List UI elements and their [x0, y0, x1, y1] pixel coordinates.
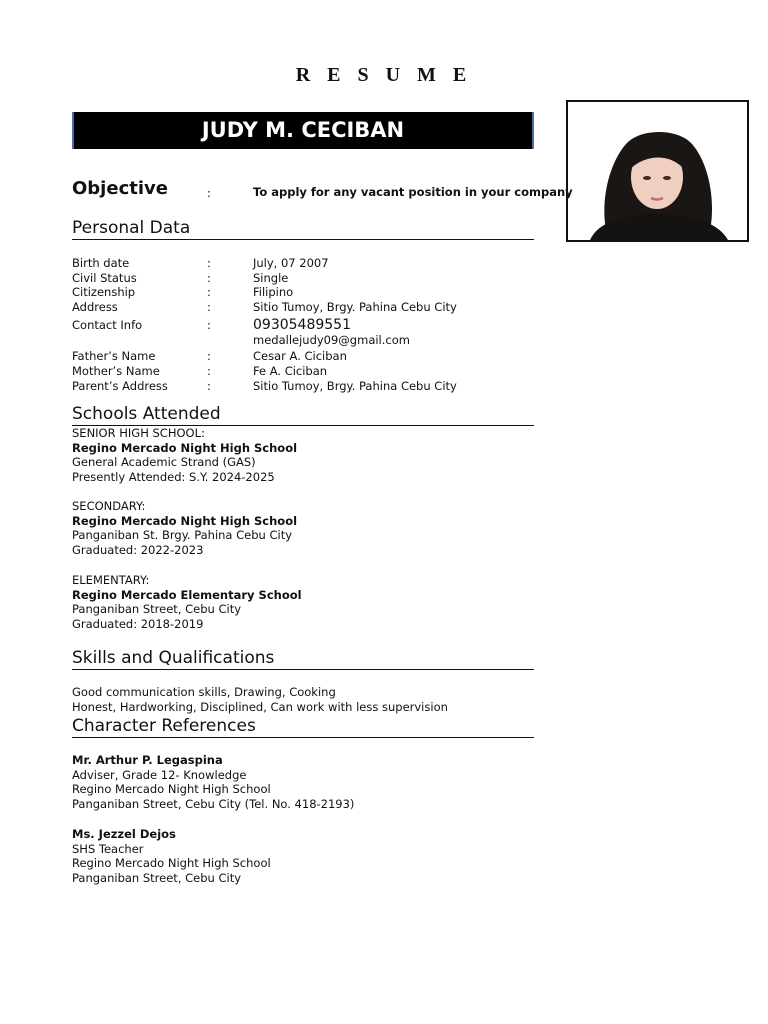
label-address: Address: [72, 300, 118, 315]
label-contact-info: Contact Info: [72, 317, 143, 332]
school-level: SENIOR HIGH SCHOOL:: [72, 426, 205, 440]
personal-data-labels: [72, 256, 168, 394]
label-mothers-name: Mother’s Name: [72, 364, 160, 379]
value-parents-address: Sitio Tumoy, Brgy. Pahina Cebu City: [253, 378, 457, 393]
label-civil-status: Civil Status: [72, 270, 137, 285]
resume-title: R E S U M E: [295, 64, 473, 86]
colon: :: [207, 364, 211, 379]
value-address: Sitio Tumoy, Brgy. Pahina Cebu City: [253, 300, 457, 315]
objective-colon: :: [207, 186, 211, 200]
personal-data-values: [253, 256, 457, 394]
colon: :: [207, 349, 211, 364]
personal-data-heading: Personal Data: [72, 218, 191, 238]
colon: :: [207, 300, 211, 315]
school-name: Regino Mercado Elementary School: [72, 587, 302, 602]
school-detail: General Academic Strand (GAS): [72, 455, 256, 470]
school-detail: Graduated: 2018-2019: [72, 617, 204, 632]
school-detail: Panganiban Street, Cebu City: [72, 602, 242, 617]
reference-detail: Regino Mercado Night High School: [72, 782, 271, 797]
reference-name: Ms. Jezzel Dejos: [72, 827, 176, 841]
name-banner: JUDY M. CECIBAN: [72, 112, 534, 149]
value-fathers-name: Cesar A. Ciciban: [253, 349, 347, 364]
reference-entry: [72, 827, 271, 886]
profile-photo: [566, 100, 749, 242]
school-level: ELEMENTARY:: [72, 573, 150, 587]
colon: [207, 333, 211, 348]
reference-entry: [72, 753, 354, 812]
skills-list: [72, 685, 448, 714]
reference-name: Mr. Arthur P. Legaspina: [72, 753, 223, 767]
label-fathers-name: Father’s Name: [72, 349, 156, 364]
school-entry-senior-high: [72, 426, 297, 485]
label-parents-address: Parent’s Address: [72, 378, 168, 393]
school-detail: Graduated: 2022-2023: [72, 543, 204, 558]
colon: :: [207, 317, 211, 332]
reference-detail: Panganiban Street, Cebu City (Tel. No. 418-2193): [72, 797, 355, 812]
value-civil-status: Single: [253, 270, 289, 285]
value-phone: 09305489551: [253, 316, 351, 333]
reference-detail: Panganiban Street, Cebu City: [72, 871, 242, 886]
skills-line: Honest, Hardworking, Disciplined, Can work with less supervision: [72, 699, 448, 714]
school-detail: Panganiban St. Brgy. Pahina Cebu City: [72, 528, 293, 543]
skills-line: Good communication skills, Drawing, Cooking: [72, 685, 336, 699]
value-citizenship: Filipino: [253, 285, 294, 300]
skills-rule: [72, 669, 534, 670]
school-name: Regino Mercado Night High School: [72, 440, 298, 455]
reference-detail: SHS Teacher: [72, 841, 144, 856]
value-email: medallejudy09@gmail.com: [253, 332, 410, 347]
label-citizenship: Citizenship: [72, 285, 136, 300]
objective-text: To apply for any vacant position in your company: [253, 185, 573, 199]
school-name: Regino Mercado Night High School: [72, 513, 298, 528]
personal-data-rule: [72, 239, 534, 240]
skills-heading: Skills and Qualifications: [72, 648, 275, 668]
schools-heading: Schools Attended: [72, 404, 221, 424]
reference-detail: Adviser, Grade 12- Knowledge: [72, 767, 247, 782]
colon: :: [207, 270, 211, 285]
school-entry-secondary: [72, 499, 297, 558]
label-blank: [72, 333, 168, 348]
personal-data-colons: [207, 256, 211, 394]
references-heading: Character References: [72, 716, 256, 736]
school-level: SECONDARY:: [72, 499, 146, 513]
school-entry-elementary: [72, 573, 302, 632]
colon: :: [207, 378, 211, 393]
school-detail: Presently Attended: S.Y. 2024-2025: [72, 470, 275, 485]
value-birth-date: July, 07 2007: [253, 256, 329, 270]
portrait-image: [568, 102, 747, 240]
reference-detail: Regino Mercado Night High School: [72, 856, 271, 871]
colon: :: [207, 256, 211, 270]
label-birth-date: Birth date: [72, 256, 130, 270]
value-mothers-name: Fe A. Ciciban: [253, 364, 328, 379]
colon: :: [207, 285, 211, 300]
references-rule: [72, 737, 534, 738]
objective-heading: Objective: [72, 178, 168, 199]
